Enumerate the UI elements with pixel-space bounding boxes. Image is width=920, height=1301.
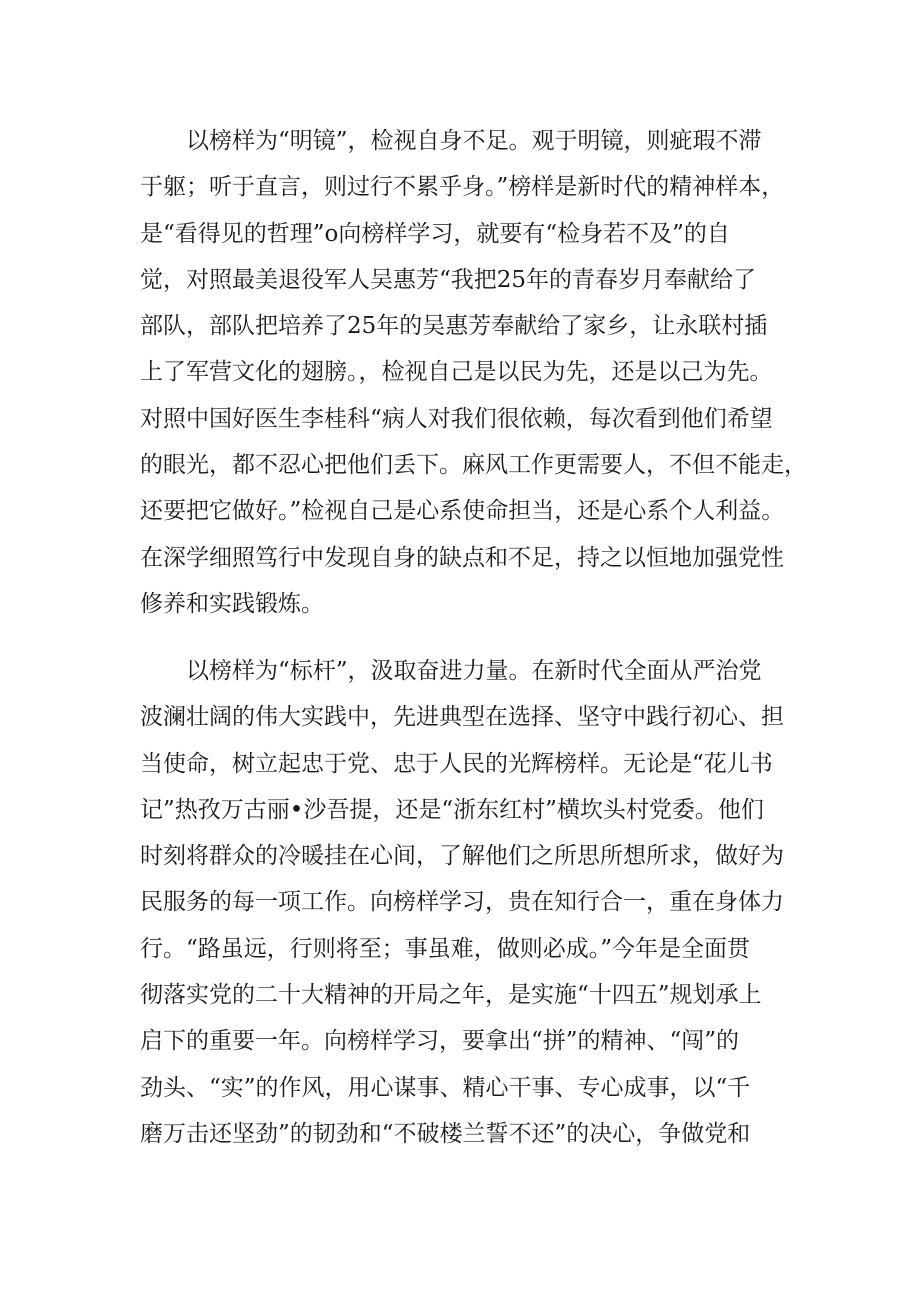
- text-line: 劲头、“实”的作风，用心谋事、精心干事、专心成事，以“千: [140, 1074, 751, 1101]
- text-line: 以榜样为“标杆”，汲取奋进力量。在新时代全面从严治党: [186, 658, 762, 684]
- text-line: 在深学细照笃行中发现自身的缺点和不足，持之以恒地加强党性: [140, 544, 784, 571]
- text-line: 于躯；听于直言，则过行不累乎身。”榜样是新时代的精神样本，: [140, 174, 785, 201]
- text-line: 波澜壮阔的伟大实践中，先进典型在选择、坚守中践行初心、担: [140, 704, 784, 731]
- text-line: 记”热孜万古丽•沙吾提，还是“浙东红村”横坎头村党委。他们: [140, 796, 764, 823]
- text-line: 对照中国好医生李桂科“病人对我们很依赖，每次看到他们希望: [140, 405, 773, 432]
- text-line: 还要把它做好。”检视自己是心系使命担当，还是心系个人利益。: [140, 498, 785, 525]
- text-line: 以榜样为“明镜”，检视自身不足。观于明镜，则疵瑕不滞: [186, 128, 762, 154]
- text-line: 民服务的每一项工作。向榜样学习，贵在知行合一，重在身体力: [140, 889, 784, 916]
- text-line: 部队，部队把培养了25年的吴惠芳奉献给了家乡，让永联村插: [140, 313, 768, 340]
- text-line: 时刻将群众的冷暖挂在心间，了解他们之所思所想所求，做好为: [140, 843, 784, 870]
- text-line: 当使命，树立起忠于党、忠于人民的光辉榜样。无论是“花儿书: [140, 750, 773, 777]
- text-line: 修养和实践锻炼。: [140, 590, 324, 617]
- text-line: 行。“路虽远，行则将至；事虽难，做则必成。”今年是全面贯: [140, 935, 751, 962]
- paragraph-benchmark: [140, 648, 790, 1157]
- paragraph-mirror: [140, 118, 807, 627]
- text-line: 觉，对照最美退役军人吴惠芳“我把25年的青春岁月奉献给了: [140, 266, 757, 293]
- text-line: 启下的重要一年。向榜样学习，要拿出“拼”的精神、“闯”的: [140, 1028, 740, 1055]
- text-line: 是“看得见的哲理”o向榜样学习，就要有“检身若不及”的自: [140, 220, 730, 247]
- text-line: 的眼光，都不忍心把他们丢下。麻风工作更需要人，不但不能走，: [140, 452, 807, 479]
- text-line: 上了军营文化的翅膀。，检视自己是以民为先，还是以己为先。: [140, 359, 773, 386]
- text-line: 彻落实党的二十大精神的开局之年，是实施“十四五”规划承上: [140, 982, 762, 1009]
- text-line: 磨万击还坚劲”的韧劲和“不破楼兰誓不还”的决心，争做党和: [140, 1120, 751, 1147]
